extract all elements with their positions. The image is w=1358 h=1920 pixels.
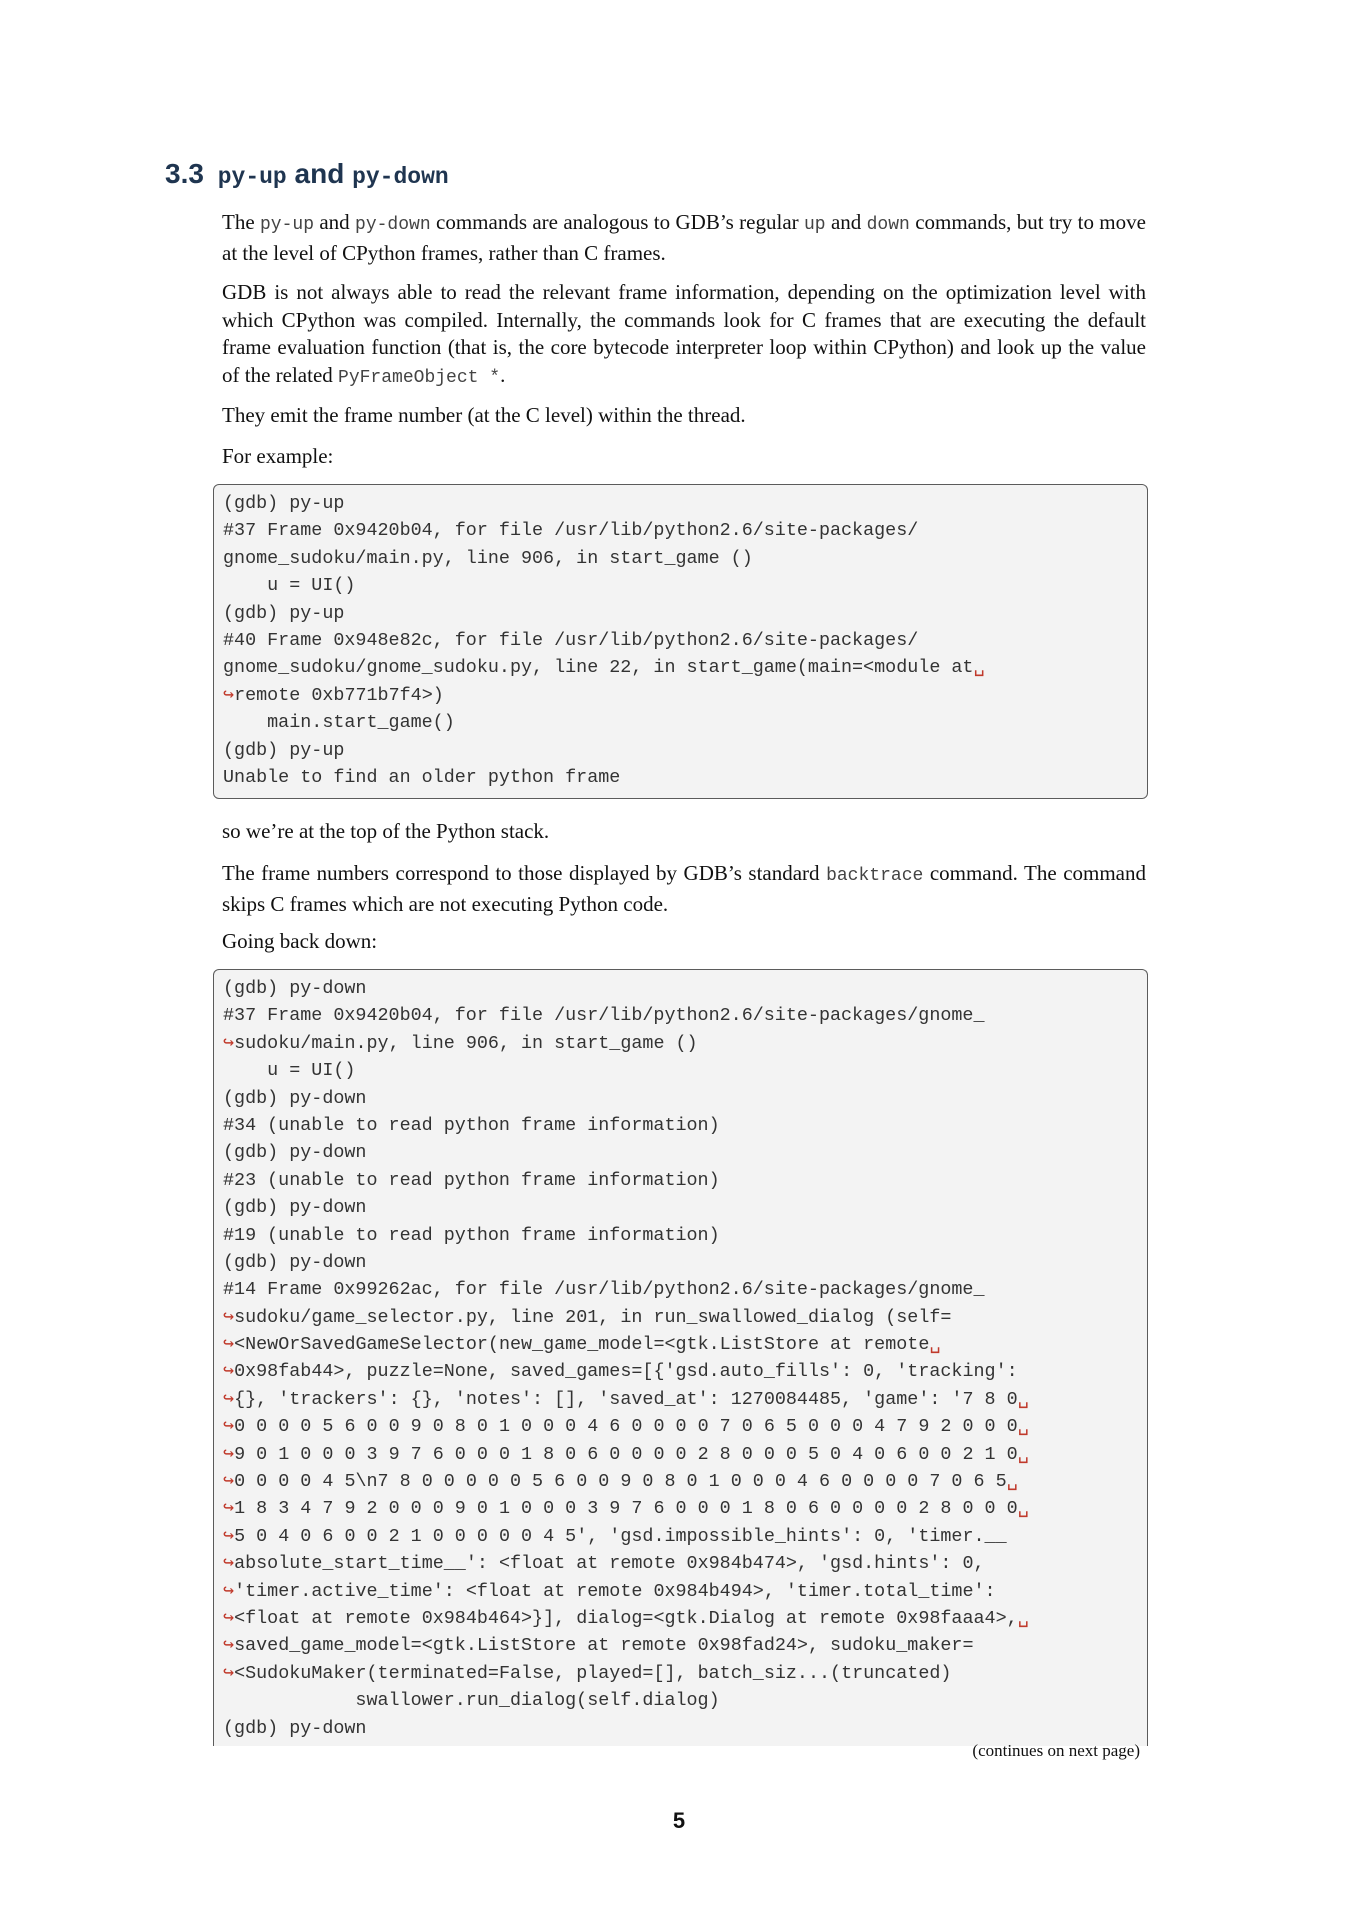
- code-line: ↪0 0 0 0 4 5\n7 8 0 0 0 0 0 5 6 0 0 9 0 8 0 1 0 0 0 4 6 0 0 0 0 7 0 6 5␣: [223, 1471, 1018, 1493]
- code-line: #37 Frame 0x9420b04, for file /usr/lib/python2.6/site-packages/gnome_: [223, 1005, 985, 1027]
- line-break-marker-icon: ␣: [1017, 1607, 1029, 1629]
- code-line: #14 Frame 0x99262ac, for file /usr/lib/python2.6/site-packages/gnome_: [223, 1279, 985, 1301]
- code-line: ↪5 0 4 0 6 0 0 2 1 0 0 0 0 0 4 5', 'gsd.impossible_hints': 0, 'timer.__: [223, 1525, 1007, 1547]
- code-line: ↪<NewOrSavedGameSelector(new_game_model=<gtk.ListStore at remote␣: [223, 1334, 941, 1356]
- paragraph-frame-number: They emit the frame number (at the C level) within the thread.: [222, 403, 746, 427]
- code-line: gnome_sudoku/main.py, line 906, in start_game (): [223, 547, 753, 569]
- continuation-arrow-icon: ↪: [223, 1662, 235, 1684]
- page-number: 5: [672, 1808, 686, 1833]
- code-line: ↪<SudokuMaker(terminated=False, played=[], batch_siz...(truncated): [223, 1662, 952, 1684]
- continuation-arrow-icon: ↪: [223, 1361, 235, 1383]
- code-line: (gdb) py-down: [223, 978, 367, 999]
- code-line: #40 Frame 0x948e82c, for file /usr/lib/python2.6/site-packages/: [223, 629, 919, 651]
- code-line: ↪saved_game_model=<gtk.ListStore at remote 0x98fad24>, sudoku_maker=: [223, 1635, 974, 1657]
- continues-note: (continues on next page): [972, 1741, 1140, 1760]
- code-line: u = UI(): [223, 1060, 356, 1082]
- code-block-py-down: [213, 969, 1148, 1746]
- code-line: (gdb) py-up: [223, 739, 345, 761]
- continuation-arrow-icon: ↪: [223, 1334, 235, 1356]
- inline-code: py-up: [260, 215, 315, 235]
- code-line: ↪remote 0xb771b7f4>): [223, 684, 444, 706]
- line-break-marker-icon: ␣: [973, 657, 985, 679]
- intro-paragraph-block: [222, 209, 1146, 267]
- continuation-arrow-icon: ↪: [223, 1553, 235, 1575]
- code-line: #37 Frame 0x9420b04, for file /usr/lib/python2.6/site-packages/: [223, 520, 919, 542]
- continuation-arrow-icon: ↪: [223, 1580, 235, 1602]
- code-line: main.start_game(): [223, 712, 455, 734]
- code-line: ↪sudoku/game_selector.py, line 201, in run_swallowed_dialog (self=: [223, 1306, 952, 1328]
- inline-code: PyFrameObject *: [338, 367, 501, 388]
- code-block-py-up: [213, 484, 1148, 799]
- line-break-marker-icon: ␣: [1017, 1416, 1029, 1438]
- continuation-arrow-icon: ↪: [223, 1388, 235, 1410]
- heading-code-py-up: py-up: [217, 164, 287, 190]
- code-line: (gdb) py-down: [223, 1197, 367, 1219]
- code-line: ↪9 0 1 0 0 0 3 9 7 6 0 0 0 1 8 0 6 0 0 0 0 2 8 0 0 0 5 0 4 0 6 0 0 2 1 0␣: [223, 1443, 1029, 1465]
- inline-code: py-down: [355, 215, 431, 235]
- code-line: ↪<float at remote 0x984b464>}], dialog=<gtk.Dialog at remote 0x98faaa4>,␣: [223, 1607, 1029, 1629]
- continuation-arrow-icon: ↪: [223, 1032, 235, 1054]
- section-number: 3.3: [165, 158, 204, 189]
- backtrace-paragraph-block: [222, 860, 1146, 918]
- code-line: Unable to find an older python frame: [223, 766, 621, 788]
- example-label-block: [222, 443, 1146, 471]
- inline-code: backtrace: [826, 866, 924, 886]
- code-line: #23 (unable to read python frame information): [223, 1169, 720, 1191]
- inline-code: up: [804, 215, 826, 235]
- code-line: u = UI(): [223, 575, 356, 597]
- code-line: ↪sudoku/main.py, line 906, in start_game (): [223, 1032, 698, 1054]
- line-break-marker-icon: ␣: [1017, 1388, 1029, 1410]
- line-break-marker-icon: ␣: [1017, 1443, 1029, 1465]
- code-line: (gdb) py-up: [223, 602, 345, 624]
- code-line: ↪absolute_start_time__': <float at remote 0x984b474>, 'gsd.hints': 0,: [223, 1553, 985, 1575]
- continuation-arrow-icon: ↪: [223, 1443, 235, 1465]
- heading-and: and: [294, 158, 345, 189]
- code-line: ↪0 0 0 0 5 6 0 0 9 0 8 0 1 0 0 0 4 6 0 0 0 0 7 0 6 5 0 0 0 4 7 9 2 0 0 0␣: [223, 1416, 1029, 1438]
- code-line: (gdb) py-down: [223, 1717, 367, 1739]
- paragraph-intro: The py-up and py-down commands are analogous to GDB’s regular up and down commands, but try to move at the level of CPython frames, rather than C frames.: [222, 210, 1146, 265]
- code-line: ↪0x98fab44>, puzzle=None, saved_games=[{'gsd.auto_fills': 0, 'tracking':: [223, 1361, 1018, 1383]
- continuation-arrow-icon: ↪: [223, 1306, 235, 1328]
- continuation-arrow-icon: ↪: [223, 1635, 235, 1657]
- going-down-label-block: [222, 928, 1146, 956]
- code-line: #19 (unable to read python frame information): [223, 1224, 720, 1246]
- paragraph-for-example: For example:: [222, 444, 334, 468]
- heading-code-py-down: py-down: [352, 164, 449, 190]
- code-line: ↪'timer.active_time': <float at remote 0x984b494>, 'timer.total_time':: [223, 1580, 996, 1602]
- continuation-arrow-icon: ↪: [223, 1416, 235, 1438]
- code-line: (gdb) py-up: [223, 493, 345, 514]
- code-line: swallower.run_dialog(self.dialog): [223, 1690, 720, 1712]
- code-line: ↪{}, 'trackers': {}, 'notes': [], 'saved_at': 1270084485, 'game': '7 8 0␣: [223, 1388, 1029, 1410]
- frame-number-paragraph-block: [222, 402, 1146, 430]
- code-line: (gdb) py-down: [223, 1087, 367, 1109]
- line-break-marker-icon: ␣: [1017, 1498, 1029, 1520]
- detail-paragraph-block: [222, 279, 1146, 392]
- code-line: (gdb) py-down: [223, 1142, 367, 1164]
- continuation-arrow-icon: ↪: [223, 1525, 235, 1547]
- inline-code: down: [866, 215, 910, 235]
- line-break-marker-icon: ␣: [1006, 1471, 1018, 1493]
- code-line: #34 (unable to read python frame information): [223, 1114, 720, 1136]
- continuation-arrow-icon: ↪: [223, 684, 235, 706]
- section-heading: [165, 158, 449, 190]
- paragraph-going-back-down: Going back down:: [222, 929, 378, 953]
- continuation-arrow-icon: ↪: [223, 1471, 235, 1493]
- top-of-stack-paragraph-block: [222, 818, 1146, 846]
- paragraph-top-of-stack: so we’re at the top of the Python stack.: [222, 819, 550, 843]
- line-break-marker-icon: ␣: [929, 1334, 941, 1356]
- paragraph-backtrace: The frame numbers correspond to those displayed by GDB’s standard backtrace command. The command skips C frames which are not executing Python code.: [222, 861, 1146, 916]
- code-line: gnome_sudoku/gnome_sudoku.py, line 22, in start_game(main=<module at␣: [223, 657, 985, 679]
- code-line: ↪1 8 3 4 7 9 2 0 0 0 9 0 1 0 0 0 3 9 7 6 0 0 0 1 8 0 6 0 0 0 0 2 8 0 0 0␣: [223, 1498, 1029, 1520]
- code-line: (gdb) py-down: [223, 1251, 367, 1273]
- paragraph-detail: GDB is not always able to read the relevant frame information, depending on the optimization level with which CPython was compiled. Internally, the commands look for C frames that are executing the default frame evaluation function (that is, the core bytecode interpreter loop within CPython) and look up the value of the related PyFrameObject *.: [222, 280, 1146, 388]
- continuation-arrow-icon: ↪: [223, 1498, 235, 1520]
- continuation-arrow-icon: ↪: [223, 1607, 235, 1629]
